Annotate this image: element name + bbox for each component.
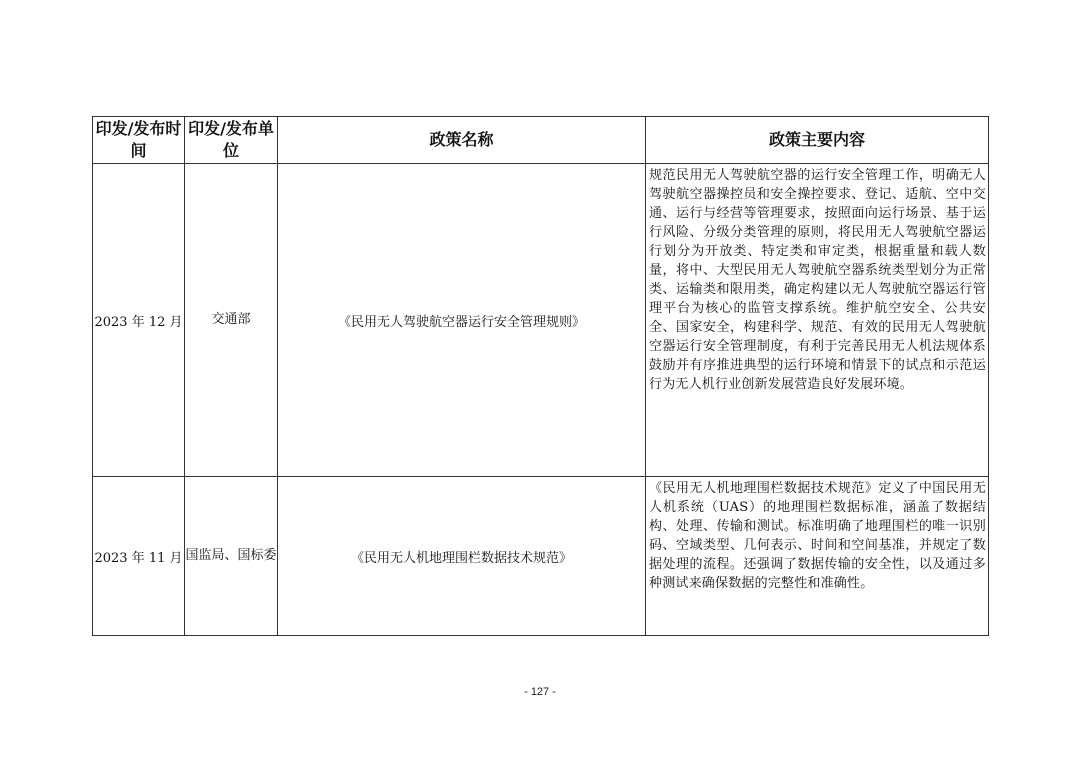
header-date: 印发/发布时间	[93, 117, 185, 164]
header-unit: 印发/发布单位	[185, 117, 278, 164]
cell-policy-name: 《民用无人驾驶航空器运行安全管理规则》	[278, 164, 646, 477]
policy-table	[92, 116, 989, 636]
cell-policy-name: 《民用无人机地理围栏数据技术规范》	[278, 477, 646, 636]
table-header-row	[93, 117, 989, 164]
cell-unit: 交通部	[185, 164, 278, 477]
page-number: - 127 -	[524, 686, 556, 698]
cell-date: 2023 年 11 月	[93, 477, 185, 636]
header-name: 政策名称	[278, 117, 646, 164]
cell-policy-content: 《民用无人机地理围栏数据技术规范》定义了中国民用无人机系统（UAS）的地理围栏数据标准，涵盖了数据结构、处理、传输和测试。标准明确了地理围栏的唯一识别码、空域类型、几何表示、时间和空间基准，并规定了数据处理的流程。还强调了数据传输的安全性，以及通过多种测试来确保数据的完整性和准确性。	[646, 477, 989, 636]
cell-policy-content: 规范民用无人驾驶航空器的运行安全管理工作，明确无人驾驶航空器操控员和安全操控要求、登记、适航、空中交通、运行与经营等管理要求，按照面向运行场景、基于运行风险、分级分类管理的原则，将民用无人驾驶航空器运行划分为开放类、特定类和审定类，根据重量和载人数量，将中、大型民用无人驾驶航空器系统类型划分为正常类、运输类和限用类，确定构建以无人驾驶航空器运行管理平台为核心的监管支撑系统。维护航空安全、公共安全、国家安全，构建科学、规范、有效的民用无人驾驶航空器运行安全管理制度，有利于完善民用无人机法规体系鼓励并有序推进典型的运行环境和情景下的试点和示范运行为无人机行业创新发展营造良好发展环境。	[646, 164, 989, 477]
cell-date: 2023 年 12 月	[93, 164, 185, 477]
table-row	[93, 164, 989, 477]
table-row	[93, 477, 989, 636]
header-content: 政策主要内容	[646, 117, 989, 164]
cell-unit: 国监局、国标委	[185, 477, 278, 636]
